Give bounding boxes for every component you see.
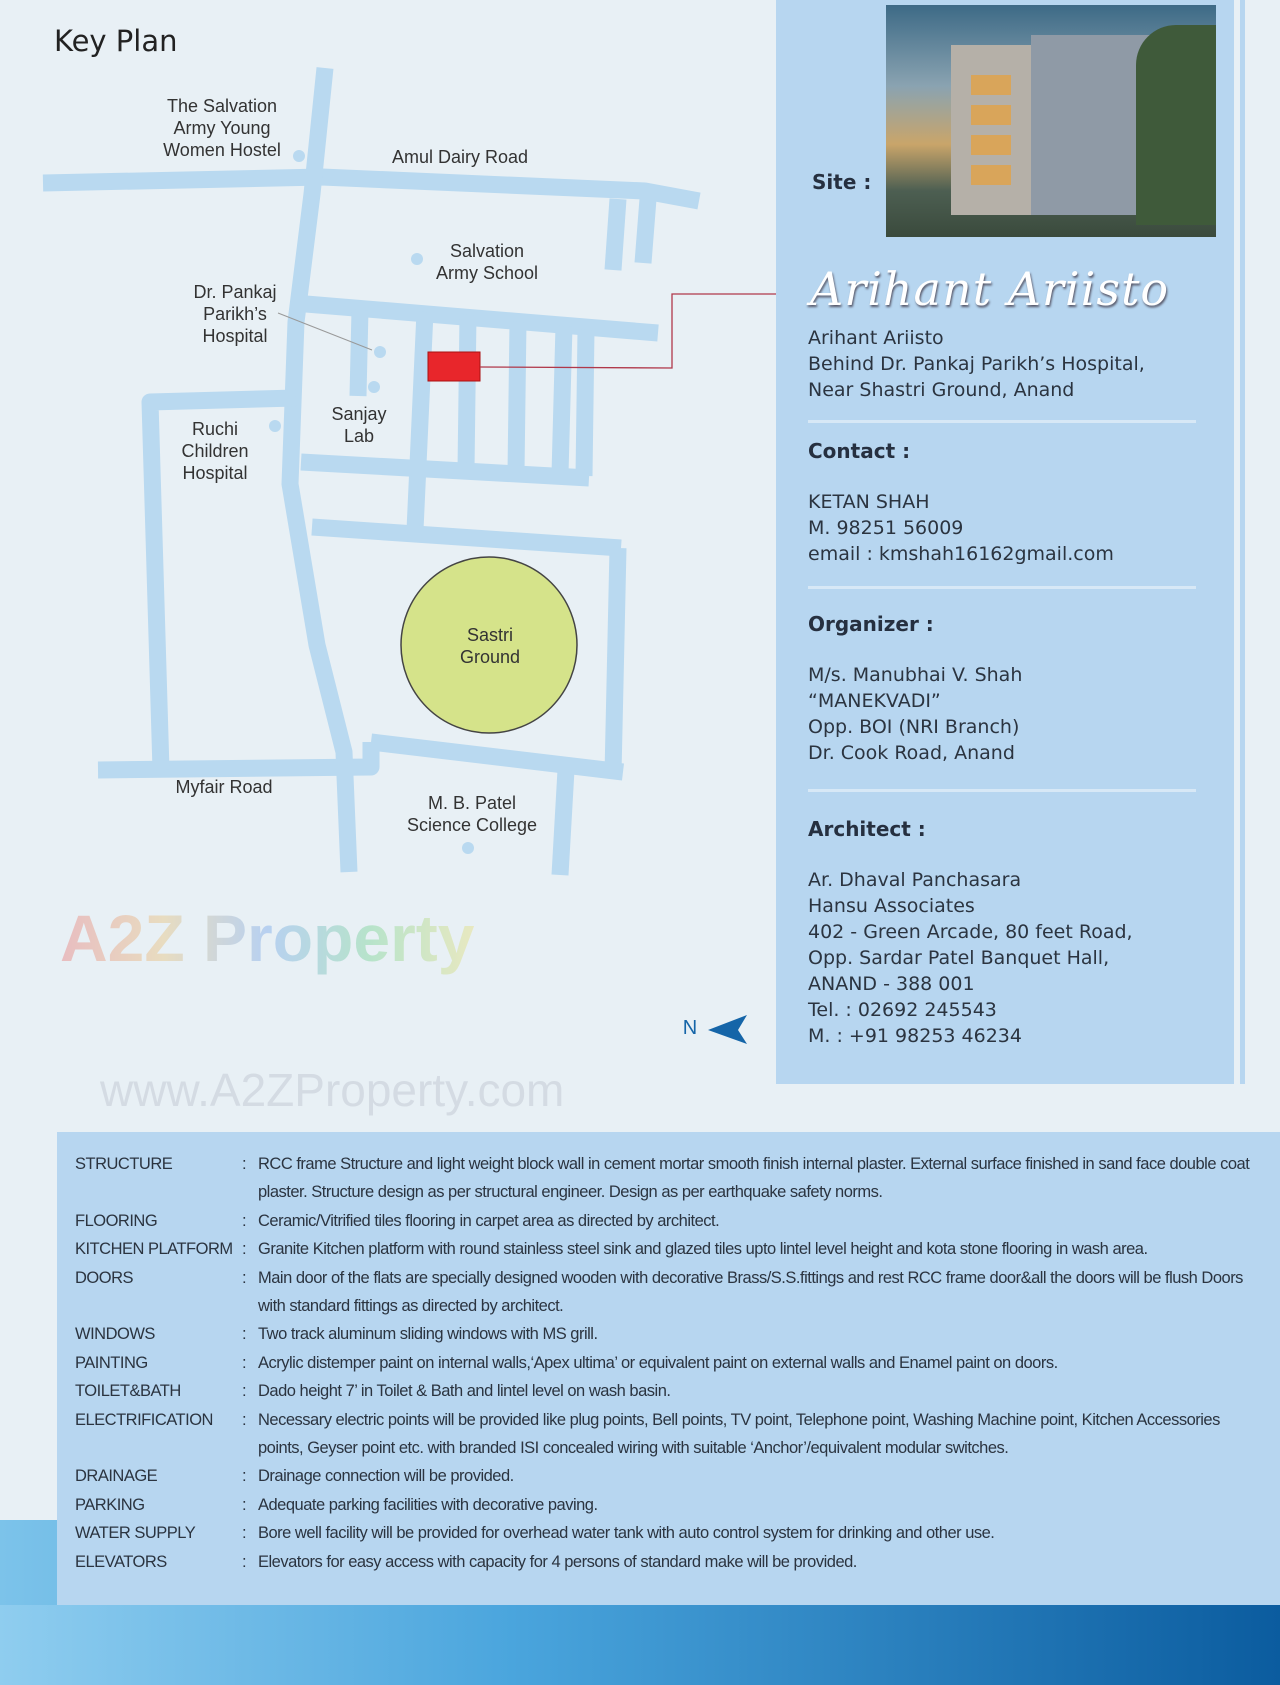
poi-dot <box>462 842 474 854</box>
divider <box>808 586 1196 589</box>
poi-dot <box>374 346 386 358</box>
contact-line: M. 98251 56009 <box>808 517 964 539</box>
poi-dot <box>269 420 281 432</box>
road-lane <box>584 330 586 476</box>
spec-row <box>57 1264 1280 1321</box>
road-lower <box>371 742 623 772</box>
poi-dot <box>368 381 380 393</box>
watermark-logo: A2Z Property <box>60 901 475 975</box>
spec-label: FLOORING <box>75 1211 158 1230</box>
spec-colon: : <box>242 1524 247 1543</box>
label-sanjay-lab: Sanjay Lab <box>331 404 387 446</box>
spec-colon: : <box>242 1382 247 1401</box>
address-line: Arihant Ariisto <box>808 327 944 349</box>
road-lane <box>516 322 518 472</box>
spec-value: Adequate parking facilities with decorative paving. <box>258 1495 598 1514</box>
brand-script-logo: Arihant Ariisto <box>810 262 1170 316</box>
divider <box>808 420 1196 423</box>
spec-value: Elevators for easy access with capacity for 4 persons of standard make will be provided. <box>258 1552 857 1571</box>
spec-label: PAINTING <box>75 1353 148 1372</box>
spec-label: WINDOWS <box>75 1325 155 1344</box>
panel-edge-stripe <box>1240 0 1245 1084</box>
spec-row <box>57 1150 1280 1207</box>
road-branch <box>613 199 618 270</box>
key-plan-map <box>0 0 776 1100</box>
spec-colon: : <box>242 1240 247 1259</box>
label-myfair-road: Myfair Road <box>175 777 273 797</box>
road-cross <box>301 462 589 478</box>
site-marker <box>428 352 480 381</box>
architect-heading: Architect : <box>808 817 926 841</box>
spec-row <box>57 1406 1280 1463</box>
spec-value: Bore well facility will be provided for overhead water tank with auto control system for drinking and other use. <box>258 1524 995 1543</box>
spec-label: WATER SUPPLY <box>75 1524 196 1543</box>
architect-line: Tel. : 02692 245543 <box>808 999 997 1021</box>
site-building-photo <box>886 5 1216 237</box>
label-amul-dairy-road: Amul Dairy Road <box>391 147 529 167</box>
bottom-decor-band-lower <box>0 1605 1280 1685</box>
north-arrow-icon <box>708 1015 747 1044</box>
label-sastri-ground: Sastri Ground <box>459 625 521 667</box>
poi-dot <box>293 150 305 162</box>
architect-line: Ar. Dhaval Panchasara <box>808 869 1022 891</box>
spec-row <box>57 1207 1280 1235</box>
address-line: Near Shastri Ground, Anand <box>808 379 1075 401</box>
spec-row <box>57 1349 1280 1377</box>
road-amul-dairy <box>43 177 699 201</box>
organizer-line: Dr. Cook Road, Anand <box>808 742 1015 764</box>
spec-colon: : <box>242 1155 247 1173</box>
spec-row <box>57 1462 1280 1490</box>
architect-line: Opp. Sardar Patel Banquet Hall, <box>808 947 1110 969</box>
north-label: N <box>682 1017 698 1039</box>
spec-value: Drainage connection will be provided. <box>258 1467 514 1486</box>
spec-colon: : <box>242 1495 247 1514</box>
spec-row <box>57 1491 1280 1519</box>
key-plan-title: Key Plan <box>54 24 178 58</box>
architect-line: ANAND - 388 001 <box>808 973 975 995</box>
spec-label: PARKING <box>75 1495 145 1514</box>
spec-label: ELEVATORS <box>75 1552 167 1571</box>
label-salvation-school: Salvation Army School <box>435 241 539 283</box>
spec-colon: : <box>242 1552 247 1571</box>
spec-label: ELECTRIFICATION <box>75 1410 213 1429</box>
divider <box>808 789 1196 792</box>
architect-line: Hansu Associates <box>808 895 975 917</box>
specifications-panel <box>57 1132 1280 1605</box>
spec-value: Acrylic distemper paint on internal walls,‘Apex ultima’ or equivalent paint on external walls and Enamel paint on doors. <box>258 1353 1058 1372</box>
spec-value: Granite Kitchen platform with round stainless steel sink and glazed tiles upto lintel level height and kota stone flooring in wash area. <box>258 1240 1148 1259</box>
road-lane <box>415 312 425 530</box>
road-lane <box>466 315 468 470</box>
spec-colon: : <box>242 1211 247 1230</box>
organizer-line: M/s. Manubhai V. Shah <box>808 664 1023 686</box>
spec-label: DRAINAGE <box>75 1467 158 1486</box>
spec-label: TOILET&BATH <box>75 1382 181 1401</box>
road-lower-vertical <box>560 770 566 875</box>
label-mb-patel-college: M. B. Patel Science College <box>406 793 538 835</box>
road-myfair <box>98 742 371 770</box>
site-label: Site : <box>812 170 872 194</box>
organizer-line: “MANEKVADI” <box>808 690 941 712</box>
organizer-heading: Organizer : <box>808 612 934 636</box>
watermark-url: www.A2ZProperty.com <box>100 1064 565 1116</box>
label-salvation-hostel: The Salvation Army Young Women Hostel <box>163 96 281 160</box>
spec-row <box>57 1519 1280 1547</box>
label-ruchi-hospital: Ruchi Children Hospital <box>181 419 249 483</box>
spec-colon: : <box>242 1410 247 1429</box>
architect-line: M. : +91 98253 46234 <box>808 1025 1022 1047</box>
road-lane <box>560 326 564 474</box>
spec-colon: : <box>242 1353 247 1372</box>
label-pankaj-hospital: Dr. Pankaj Parikh’s Hospital <box>193 282 277 346</box>
poi-dot <box>411 253 423 265</box>
contact-line: KETAN SHAH <box>808 491 930 513</box>
spec-value: Two track aluminum sliding windows with MS grill. <box>258 1325 598 1344</box>
spec-colon: : <box>242 1325 247 1344</box>
spec-label: KITCHEN PLATFORM <box>75 1240 233 1259</box>
road-right-vertical <box>613 548 618 774</box>
road-branch <box>643 199 648 263</box>
spec-colon: : <box>242 1268 247 1287</box>
spec-value: RCC frame Structure and light weight block wall in cement mortar smooth finish internal plaster. External surface finished in sand face double coat plaster. Structure design as per structural engineer. Design as per earthquake safety norms. <box>258 1155 1250 1202</box>
architect-line: 402 - Green Arcade, 80 feet Road, <box>808 921 1133 943</box>
address-line: Behind Dr. Pankaj Parikh’s Hospital, <box>808 353 1145 375</box>
spec-label: DOORS <box>75 1268 134 1287</box>
spec-value: Main door of the flats are specially designed wooden with decorative Brass/S.S.fittings and rest RCC frame door&all the doors will be flush Doors with standard fittings as directed by architect. <box>258 1268 1243 1316</box>
spec-row <box>57 1235 1280 1263</box>
spec-value: Necessary electric points will be provided like plug points, Bell points, TV point, Telephone point, Washing Machine point, Kitchen Accessories points, Geyser point etc. with branded ISI concealed wiring with suitable ‘Anchor’/equivalent modular switches. <box>258 1410 1220 1458</box>
spec-value: Dado height 7’ in Toilet & Bath and lintel level on wash basin. <box>258 1382 671 1401</box>
contact-heading: Contact : <box>808 439 911 463</box>
road-lane <box>358 310 360 396</box>
spec-label: STRUCTURE <box>75 1155 173 1173</box>
spec-row <box>57 1377 1280 1405</box>
spec-value: Ceramic/Vitrified tiles flooring in carpet area as directed by architect. <box>258 1211 720 1230</box>
spec-row <box>57 1320 1280 1348</box>
spec-colon: : <box>242 1467 247 1486</box>
organizer-line: Opp. BOI (NRI Branch) <box>808 716 1020 738</box>
spec-row <box>57 1548 1280 1576</box>
contact-email[interactable]: email : kmshah16162gmail.com <box>808 543 1114 565</box>
road-cross <box>312 527 621 548</box>
